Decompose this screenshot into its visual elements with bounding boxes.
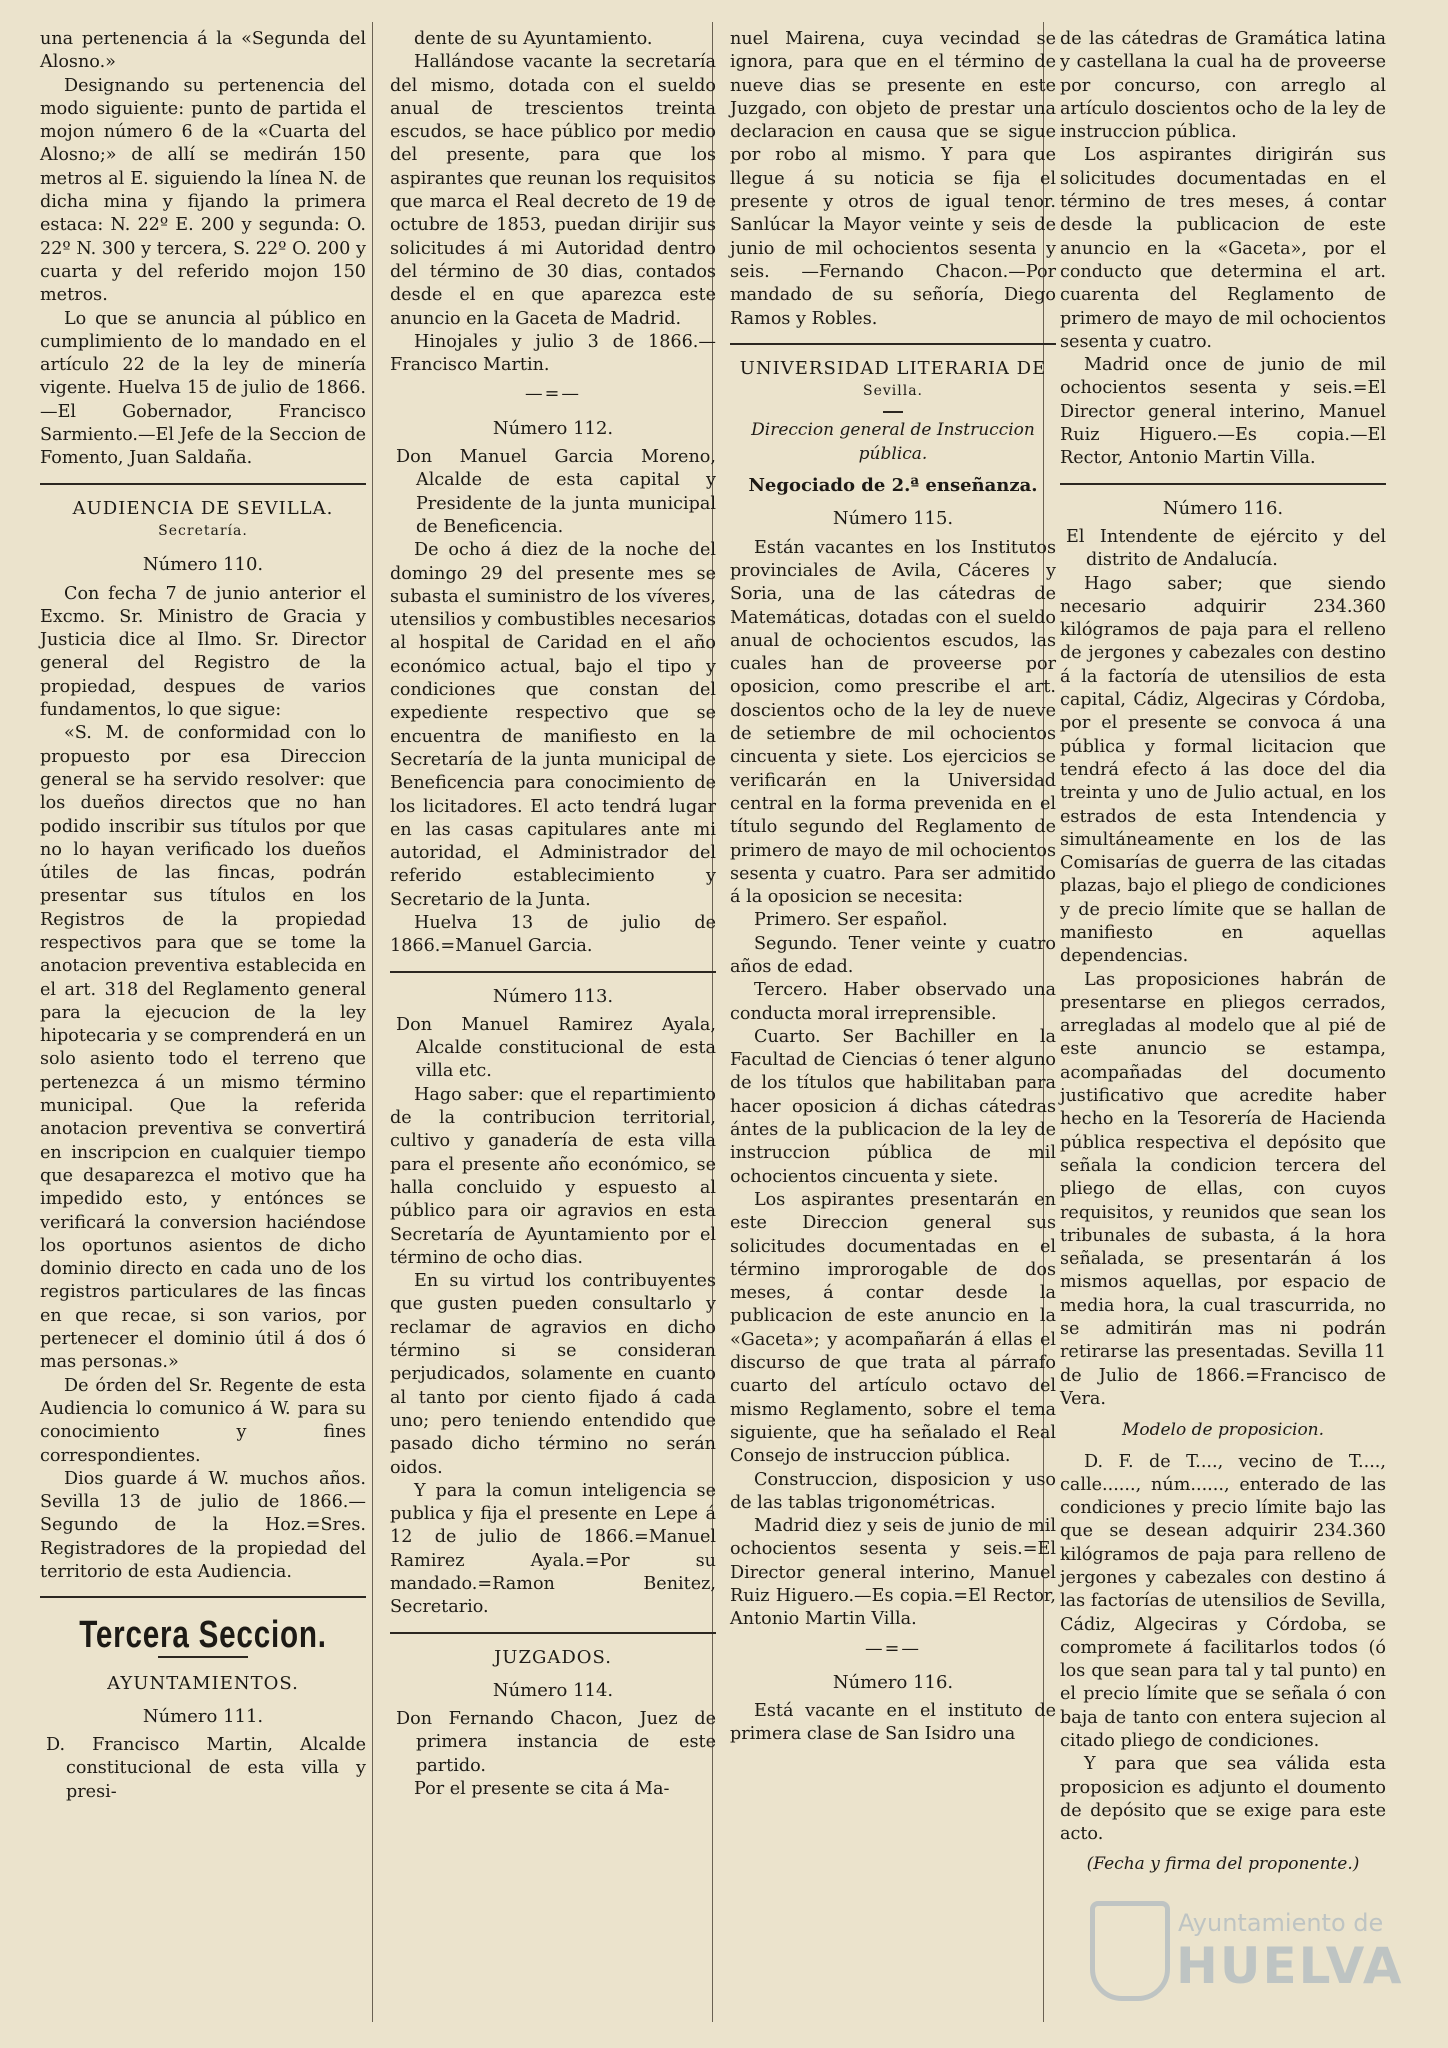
section-heading: UNIVERSIDAD LITERARIA DE: [739, 357, 1047, 379]
paragraph: Con fecha 7 de junio anterior el Excmo. Sr. Ministro de Gracia y Justicia dice al Ilmo. Sr. Director general del Registro de la propiedad, despues de varios fundamentos, lo que sigue:: [40, 583, 366, 721]
office-heading: Negociado de 2.ª enseñanza.: [748, 475, 1038, 497]
paragraph: Designando su pertenencia del modo siguiente: punto de partida el mojon número 6 de la «Cuarta del Alosno;» de allí se medirán 150 metros al E. siguiendo la línea N. de dicha mina y fijando la primera estaca: N. 22º E. 200 y segunda: O. 22º N. 300 y tercera, S. 22º O. 200 y cuarta y del referido mojon 150 metros.: [40, 75, 366, 306]
short-rule: [883, 411, 903, 413]
paragraph: Las proposiciones habrán de presentarse en pliegos cerrados, arregladas al modelo que al pié de este anuncio se estampa, acompañadas del documento justificativo que acredite haber hecho en la Tesorería de Hacienda pública respectiva el depósito que señala la condicion tercera del pliego de ellas, con cuyos requisitos, y reunidos que sean los tribunales de subasta, á la hora señalada, se presentarán á los mismos aquellas, por espacio de media hora, la cual trascurrida, no se admitirán mas ni podrán retirarse las presentadas. Sevilla 11 de Julio de 1866.=Francisco de Vera.: [1060, 969, 1386, 1409]
column-rule: [372, 22, 373, 2022]
paragraph: De ocho á diez de la noche del domingo 29 del presente mes se subasta el suministro de los víveres, utensilios y combustibles necesarios al hospital de Caridad en el año económico actual, bajo el tipo y condiciones que constan del expediente respectivo que se encuentra de manifiesto en la Secretaría de la junta municipal de Beneficencia para conocimiento de los licitadores. El acto tendrá lugar en las casas capitulares ante mi autoridad, el Administrador del referido establecimiento y Secretario de la Junta.: [390, 540, 716, 910]
paragraph: Están vacantes en los Institutos provinciales de Avila, Cáceres y Soria, una de las cátedras de Matemáticas, dotadas con el sueldo anual de ochocientos escudos, las cuales han de proveerse por oposicion, como prescribe el art. doscientos ocho de la ley de nueve de setiembre de mil ochocientos cincuenta y siete. Los ejercicios se verificarán en la Universidad central en la forma prevenida en el título segundo del Reglamento de primero de mayo de mil ochocientos sesenta y cuatro. Para ser admitido á la oposicion se necesita:: [730, 537, 1056, 908]
paragraph: de las cátedras de Gramática latina y castellana la cual ha de proveerse por concurso, con arreglo al artículo doscientos ocho de la ley de instruccion pública.: [1060, 29, 1386, 143]
paragraph: Madrid diez y seis de junio de mil ochocientos sesenta y seis.=El Director general interino, Manuel Ruiz Higuero.—Es copia.=El Rector, Antonio Martin Villa.: [730, 1516, 1056, 1630]
notice-number: Número 114.: [492, 1679, 614, 1701]
divider: [390, 971, 716, 973]
paragraph: Dios guarde á W. muchos años. Sevilla 13 de julio de 1866.—Segundo de la Hoz.=Sres. Registradores de la propiedad del territorio de esta Audiencia.: [40, 1468, 366, 1582]
paragraph: Hago saber: que el repartimiento de la contribucion territorial, cultivo y ganadería de esta villa para el presente año económico, se halla concluido y espuesto al público para oir agravios en esta Secretaría de Ayuntamiento por el término de ocho dias.: [390, 1084, 716, 1268]
column-4: [1060, 28, 1386, 2018]
paragraph: D. Francisco Martin, Alcalde constitucional de esta villa y presi-: [46, 1735, 366, 1802]
divider: [1060, 483, 1386, 485]
paragraph: Hago saber; que siendo necesario adquirir 234.360 kilógramos de paja para el relleno de jergones y cabezales con destino á la factoría de utensilios de esta capital, Cádiz, Algeciras y Córdoba, por el presente se convoca á una pública y formal licitacion que tendrá efecto á las doce del dia treinta y uno de Julio actual, en los estrados de esta Intendencia y simultáneamente en los de las Comisarías de guerra de las citadas plazas, bajo el pliego de condiciones y de precio límite que se hallan de manifiesto en aquellas dependencias.: [1060, 573, 1386, 967]
section-heading: AYUNTAMIENTOS.: [107, 1672, 299, 1694]
signature-line: (Fecha y firma del proponente.): [1086, 1853, 1360, 1874]
shield-icon: [1090, 1901, 1170, 2001]
section-subheading: Secretaría.: [158, 522, 248, 539]
divider: [730, 343, 1056, 345]
paragraph: nuel Mairena, cuya vecindad se ignora, para que en el término de nueve dias se presente en este Juzgado, con objeto de prestar una declaracion en causa que se sigue por robo al mismo. Y para que llegue á su noticia se fija el presente y otros de igual tenor. Sanlúcar la Mayor veinte y seis de junio de mil ochocientos sesenta y seis. —Fernando Chacon.—Por mandado de su señoría, Diego Ramos y Robles.: [730, 29, 1056, 329]
paragraph: Los aspirantes dirigirán sus solicitudes documentadas en el término de tres meses, á contar desde la publicacion de este anuncio en la «Gaceta», por el conducto que determina el art. cuarenta del Reglamento de primero de mayo de mil ochocientos sesenta y cuatro.: [1060, 145, 1386, 352]
notice-number: Número 113.: [492, 985, 614, 1007]
divider: [40, 483, 366, 485]
paragraph: Y para que sea válida esta proposicion es adjunto el doumento de depósito que se exige para este acto.: [1060, 1754, 1386, 1845]
requirement: Primero. Ser español.: [754, 910, 948, 931]
model-heading: Modelo de proposicion.: [1121, 1420, 1325, 1441]
divider: [40, 1596, 366, 1598]
paragraph: Huelva 13 de julio de 1866.=Manuel Garcia.: [390, 912, 716, 957]
column-3: [730, 28, 1056, 2018]
paragraph: Construccion, disposicion y uso de las tablas trigonométricas.: [730, 1469, 1056, 1513]
column-1: [40, 28, 366, 2018]
paragraph: Don Manuel Ramirez Ayala, Alcalde constitucional de esta villa etc.: [396, 1014, 716, 1082]
paragraph: «S. M. de conformidad con lo propuesto por esa Direccion general se ha servido resolver: que los dueños directos que no han podido inscribir sus títulos por que no lo hayan verificado los dueños útiles de las fincas, podrán presentar sus títulos en los Registros de la propiedad respectivos para que se tome la anotacion preventiva establecida en el art. 318 del Reglamento general para la ejecucion de la ley hipotecaria y se comprenderá en un solo asiento todo el terreno que pertenezca á un mismo término municipal. Que la referida anotacion preventiva se convertirá en inscripcion en cualquier tiempo que desaparezca el motivo que ha impedido esto, y entónces se verificará la conversion haciéndose los oportunos asientos de dicho dominio directo en cada uno de los registros particulares de las fincas en que recae, si son varios, por pertenecer el dominio útil á dos ó mas personas.»: [40, 723, 366, 1373]
paragraph: Los aspirantes presentarán en este Direccion general sus solicitudes documentadas en el término improrogable de dos meses, á contar desde la publicacion de este anuncio en la «Gaceta»; y acompañarán á ellas el discurso de que trata al párrafo cuarto del artículo octavo del mismo Reglamento, sobre el tema siguiente, que ha señalado el Real Consejo de instruccion pública.: [730, 1189, 1056, 1467]
paragraph: Hallándose vacante la secretaría del mismo, dotada con el sueldo anual de trescientos treinta escudos, se hace público por medio del presente, para que los aspirantes que reunan los requisitos que marca el Real decreto de 19 de octubre de 1853, puedan dirijir sus solicitudes á mi Autoridad dentro del término de 30 dias, contados desde el en que aparezca este anuncio en la Gaceta de Madrid.: [390, 52, 716, 329]
paragraph: Y para la comun inteligencia se publica y fija el presente en Lepe á 12 de julio de 1866.=Manuel Ramirez Ayala.=Por su mandado.=Ramon Benitez, Secretario.: [390, 1480, 716, 1618]
watermark-text: HUELVA: [1176, 1937, 1404, 1995]
paragraph: Don Manuel Garcia Moreno, Alcalde de esta capital y Presidente de la junta municipal de Beneficencia.: [396, 447, 716, 537]
paragraph: En su virtud los contribuyentes que gusten pueden consultarlo y reclamar de agravios en dicho término si se consideran perjudicados, solamente en cuanto al tanto por ciento fijado á cada uno; pero teniendo entendido que pasado dicho término no serán oidos.: [390, 1271, 716, 1478]
paragraph: dente de su Ayuntamiento.: [414, 29, 653, 49]
archive-watermark: [1090, 1895, 1404, 2015]
notice-number: Número 110.: [142, 554, 264, 576]
section-heading: JUZGADOS.: [494, 1646, 612, 1668]
notice-number: Número 111.: [142, 1705, 264, 1727]
paragraph: Está vacante en el instituto de primera clase de San Isidro una: [730, 1701, 1056, 1745]
divider: [390, 1632, 716, 1634]
notice-number: Número 116.: [832, 1671, 954, 1693]
section-heading: AUDIENCIA DE SEVILLA.: [72, 497, 334, 519]
separator: —=—: [525, 384, 581, 405]
section-title: Tercera Seccion.: [79, 1614, 327, 1657]
requirement: Segundo. Tener veinte y cuatro años de edad.: [730, 933, 1056, 977]
paragraph: El Intendente de ejército y del distrito de Andalucía.: [1066, 526, 1386, 571]
section-subheading: Sevilla.: [862, 383, 923, 400]
paragraph: una pertenencia á la «Segunda del Alosno.»: [40, 29, 366, 73]
department-heading: Direccion general de Instruccion pública.: [751, 420, 1035, 464]
paragraph: D. F. de T...., vecino de T...., calle......, núm......, enterado de las condiciones y precio límite bajo las que se desean adquirir 234.360 kilógramos de paja para relleno de jergones y cabezales con destino á las factorías de utensilios de Sevilla, Cádiz, Algeciras y Córdoba, se compromete á facilitarlos todos (ó los que sean para tal y tal punto) en el precio límite que se señala ó con baja de tanto con entera sujecion al citado pliego de condiciones.: [1060, 1451, 1386, 1752]
paragraph: Hinojales y julio 3 de 1866.—Francisco Martin.: [390, 331, 716, 376]
paragraph: De órden del Sr. Regente de esta Audiencia lo comunico á W. para su conocimiento y fines correspondientes.: [40, 1375, 366, 1466]
notice-number: Número 116.: [1162, 497, 1284, 519]
notice-number: Número 112.: [492, 417, 614, 439]
requirement: Cuarto. Ser Bachiller en la Facultad de Ciencias ó tener alguno de los títulos que habilitaban para hacer oposicion á dichas cátedras ántes de la publicacion de la ley de instruccion pública de mil ochocientos cincuenta y siete.: [730, 1026, 1056, 1187]
notice-number: Número 115.: [832, 508, 954, 530]
paragraph: Don Fernando Chacon, Juez de primera instancia de este partido.: [396, 1709, 716, 1776]
paragraph: Por el presente se cita á Ma-: [414, 1779, 670, 1800]
column-2: [390, 28, 716, 2018]
watermark-text: Ayuntamiento de: [1178, 1909, 1384, 1937]
separator: —=—: [865, 1638, 921, 1659]
paragraph: Madrid once de junio de mil ochocientos sesenta y seis.=El Director general interino, Manuel Ruiz Higuero.—Es copia.—El Rector, Antonio Martin Villa.: [1060, 355, 1386, 469]
requirement: Tercero. Haber observado una conducta moral irreprensible.: [730, 980, 1056, 1024]
paragraph: Lo que se anuncia al público en cumplimiento de lo mandado en el artículo 22 de la ley de minería vigente. Huelva 15 de julio de 1866.—El Gobernador, Francisco Sarmiento.—El Jefe de la Seccion de Fomento, Juan Saldaña.: [40, 308, 366, 469]
